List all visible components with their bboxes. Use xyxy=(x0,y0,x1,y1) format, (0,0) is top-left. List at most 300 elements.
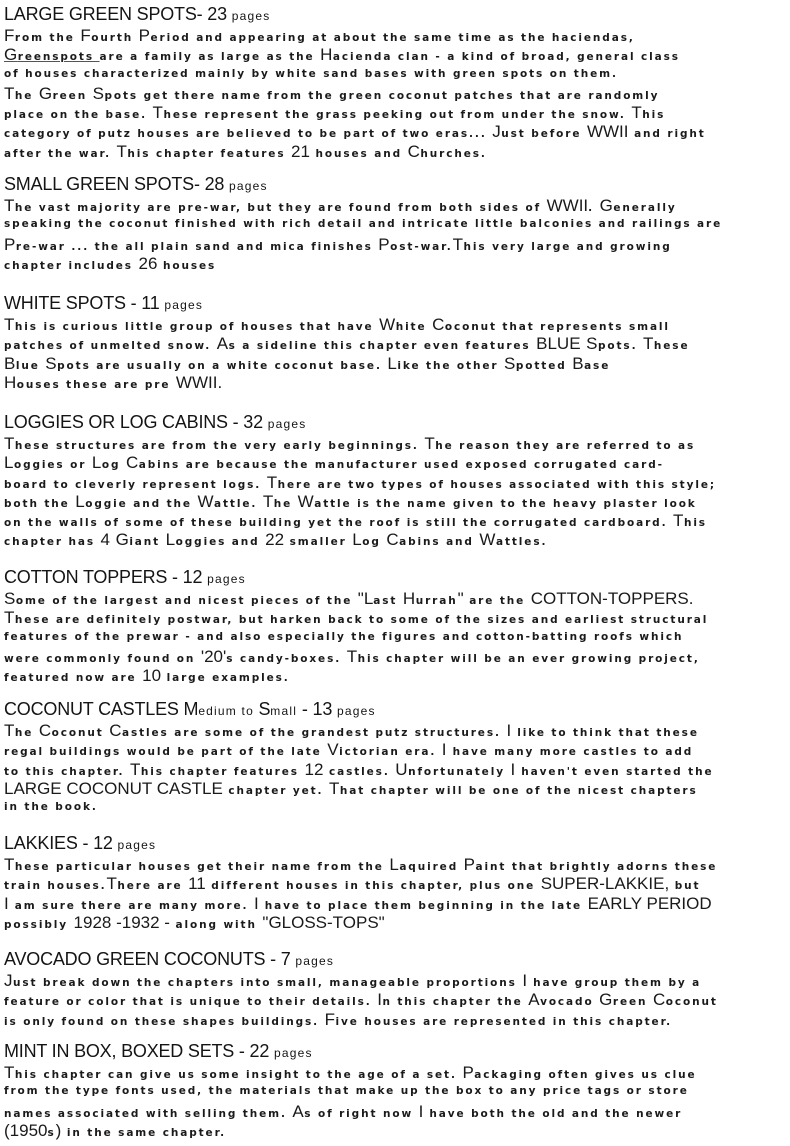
section-heading: AVOCADO GREEN COCONUTS - 7 pages xyxy=(4,949,335,969)
section-heading: LARGE GREEN SPOTS- 23 pages xyxy=(4,4,271,24)
section-title: LAKKIES xyxy=(4,833,78,853)
pages-label: pages xyxy=(231,9,271,23)
body-line xyxy=(4,1010,790,1029)
initial-cap: L xyxy=(75,491,86,511)
body-text: s xyxy=(47,1126,56,1139)
page-count: 22 xyxy=(249,1041,270,1061)
body-text: attles. xyxy=(495,536,548,549)
body-line xyxy=(4,647,790,666)
body-line xyxy=(4,628,790,647)
emphasis-text: COTTON-TOPPERS. xyxy=(530,589,694,608)
greenspots-link[interactable]: reenspots xyxy=(17,51,100,64)
initial-cap: I xyxy=(253,893,260,913)
body-text: hese xyxy=(653,340,690,353)
body-text: n this chapter the xyxy=(382,996,529,1009)
section-loggies-log-cabins xyxy=(4,412,790,550)
initial-cap: P xyxy=(378,234,391,254)
body-text: rom the xyxy=(14,32,81,44)
initial-cap: T xyxy=(4,196,15,215)
body-text: have both the old and the newer xyxy=(423,1107,683,1120)
body-text: pots. xyxy=(597,340,644,353)
initial-cap: B xyxy=(572,353,585,373)
initial-cap: W xyxy=(297,491,315,511)
body-text: featured now are xyxy=(4,672,143,685)
body-text: hite xyxy=(395,321,433,333)
body-text: hurches. xyxy=(420,147,487,160)
body-text: aint that brightly adorns these xyxy=(475,861,718,873)
initial-cap: B xyxy=(4,353,16,373)
body-text: of houses characterized mainly by white sand bases with green spots on them. xyxy=(4,67,618,80)
body-text: both the xyxy=(4,497,76,510)
body-text: chapter includes xyxy=(4,259,139,272)
page-count: 11 xyxy=(141,293,160,313)
page-count: 12 xyxy=(93,833,113,853)
section-title: COTTON TOPPERS xyxy=(4,567,168,587)
initial-cap: W xyxy=(379,315,396,334)
initial-cap: A xyxy=(528,990,541,1010)
body-text: he xyxy=(14,727,39,739)
initial-cap: C xyxy=(125,453,139,473)
body-text: eriod and appearing at about the same time as the haciendas, xyxy=(150,32,635,44)
initial-cap: T xyxy=(262,491,274,511)
body-text: vocado xyxy=(540,996,600,1009)
body-text: his very large and growing xyxy=(463,240,672,253)
initial-cap: C xyxy=(432,315,445,334)
body-text: reen xyxy=(612,996,653,1009)
body-line xyxy=(4,26,790,45)
body-line xyxy=(4,1121,790,1140)
initial-cap: T xyxy=(152,103,164,123)
pages-label: pages xyxy=(267,417,307,431)
emphasis-text: WWII. xyxy=(175,372,223,392)
body-text: oconut xyxy=(51,727,110,739)
body-text: ourth xyxy=(91,32,139,44)
initial-cap: T xyxy=(4,1063,15,1082)
body-text: ome of the largest and nicest pieces of the xyxy=(15,595,358,607)
body-line xyxy=(4,315,790,334)
body-line xyxy=(4,196,790,215)
emphasis-text: BLUE xyxy=(536,334,581,354)
body-text: he reason they are referred to as xyxy=(435,440,696,452)
body-line xyxy=(4,990,790,1009)
body-text: urrah xyxy=(415,595,458,607)
section-cotton-toppers xyxy=(4,567,790,685)
initial-cap: T xyxy=(4,315,15,334)
initial-cap: G xyxy=(599,196,614,215)
body-text: have group them by a xyxy=(527,977,702,989)
section-body xyxy=(4,434,790,550)
body-text: in the book. xyxy=(4,801,98,814)
body-text: ike the other xyxy=(397,359,504,372)
initial-cap: I xyxy=(4,893,10,913)
section-title: LARGE GREEN SPOTS xyxy=(4,4,197,24)
section-heading: LAKKIES - 12 pages xyxy=(4,833,157,853)
body-text: in the same chapter. xyxy=(61,1126,227,1139)
initial-cap: W xyxy=(479,530,496,550)
body-text: iant xyxy=(129,536,166,549)
body-text: houses and xyxy=(309,147,408,160)
body-text: reen xyxy=(52,89,93,102)
body-text: regal buildings would be part of the late xyxy=(4,746,328,759)
body-line xyxy=(4,608,790,627)
section-heading: COCONUT CASTLES Medium to Small - 13 pages xyxy=(4,699,376,719)
emphasis-text: 12 xyxy=(304,759,324,779)
initial-cap: T xyxy=(4,608,15,628)
initial-cap: T xyxy=(116,141,128,161)
body-text: s candy-boxes. xyxy=(226,652,347,665)
initial-cap: T xyxy=(631,103,643,123)
section-heading: WHITE SPOTS - 11 pages xyxy=(4,293,204,313)
body-line xyxy=(4,530,790,549)
body-text: he xyxy=(14,89,39,102)
body-line xyxy=(4,760,790,779)
body-text: ust before xyxy=(501,128,587,141)
body-line xyxy=(4,215,790,234)
initial-cap: C xyxy=(38,721,52,740)
body-line xyxy=(4,254,790,273)
initial-cap: S xyxy=(92,83,105,103)
initial-cap: H xyxy=(4,372,17,392)
body-text: have many more castles to add xyxy=(447,746,694,759)
initial-cap: C xyxy=(386,530,400,550)
body-text: feature or color that is unique to their details. xyxy=(4,996,378,1009)
body-text: acienda clan - a kind of broad, general class xyxy=(332,51,680,64)
initial-cap: I xyxy=(441,740,448,760)
body-text: to this chapter. xyxy=(4,765,130,778)
initial-cap: L xyxy=(352,530,363,550)
body-text: og xyxy=(101,459,126,472)
body-text: is only found on these shapes buildings. xyxy=(4,1015,325,1028)
body-text: his xyxy=(683,517,707,530)
body-line xyxy=(4,1082,790,1101)
body-line xyxy=(4,874,790,893)
pages-label: pages xyxy=(273,1046,313,1060)
body-text: were commonly found on xyxy=(4,652,201,665)
body-text: after the war. xyxy=(4,147,117,160)
body-text: like to think that these xyxy=(511,727,699,739)
body-text: ackaging often gives us clue xyxy=(474,1069,697,1081)
emphasis-text: 22 xyxy=(265,530,285,550)
initial-cap: J xyxy=(492,122,502,142)
body-text: oconut xyxy=(665,996,718,1009)
section-heading: LOGGIES OR LOG CABINS - 32 pages xyxy=(4,412,307,432)
body-line xyxy=(4,434,790,453)
body-text: hese represent the grass peeking out from under the snow. xyxy=(163,109,632,122)
pages-label: pages xyxy=(117,838,157,852)
body-text: oconut that represents small xyxy=(444,321,670,333)
section-body xyxy=(4,971,790,1029)
body-text: have to place them beginning in the late xyxy=(259,899,588,912)
body-text: pots are usually on a white coconut base. xyxy=(57,359,388,372)
emphasis-text: 26 xyxy=(138,253,158,273)
body-text: his xyxy=(642,109,666,122)
initial-cap: F xyxy=(324,1009,336,1029)
body-line xyxy=(4,142,790,161)
body-text: s of right now xyxy=(304,1107,419,1120)
emphasis-text: WWII xyxy=(546,196,589,215)
pages-label: pages xyxy=(336,704,376,718)
body-text: train houses. xyxy=(4,880,107,893)
body-text: from the type fonts used, the materials that make up the box to any price tags or store xyxy=(4,1085,689,1098)
body-text: place on the base. xyxy=(4,109,153,122)
initial-cap: T xyxy=(266,472,278,492)
section-title: AVOCADO GREEN COCONUTS xyxy=(4,949,266,969)
initial-cap: T xyxy=(673,511,684,531)
body-line xyxy=(4,84,790,103)
body-line xyxy=(4,740,790,759)
body-line xyxy=(4,855,790,874)
body-line xyxy=(4,779,790,798)
body-text: are the xyxy=(463,595,531,607)
initial-cap: H xyxy=(320,45,333,65)
emphasis-text: 21 xyxy=(291,141,310,161)
initial-cap: I xyxy=(418,1101,424,1121)
initial-cap: F xyxy=(80,26,92,45)
section-body xyxy=(4,196,790,273)
body-text: his is curious little group of houses that have xyxy=(14,321,380,333)
initial-cap: G xyxy=(38,83,53,103)
body-text: enerally xyxy=(613,202,677,214)
initial-cap: U xyxy=(395,759,409,779)
pages-label: pages xyxy=(164,298,204,312)
body-line xyxy=(4,1063,790,1082)
body-line xyxy=(4,492,790,511)
body-text: his chapter features xyxy=(140,765,305,778)
body-text: his chapter will be an ever growing project, xyxy=(357,652,700,665)
emphasis-text: " xyxy=(457,589,464,608)
emphasis-text: LARGE COCONUT CASTLE xyxy=(4,778,223,798)
initial-cap: T xyxy=(452,234,464,254)
initial-cap: L xyxy=(165,530,176,550)
body-line xyxy=(4,798,790,817)
section-body xyxy=(4,855,790,932)
body-text: hese structures are from the very early beginnings. xyxy=(14,440,425,452)
body-text: different houses in this chapter, plus one xyxy=(205,880,541,893)
initial-cap: C xyxy=(652,990,666,1010)
body-line xyxy=(4,971,790,990)
pages-label: pages xyxy=(295,954,335,968)
initial-cap: T xyxy=(329,778,340,798)
initial-cap: F xyxy=(4,26,15,45)
emphasis-text: 1928 -1932 - xyxy=(73,912,170,932)
body-line xyxy=(4,1102,790,1121)
page-count: 7 xyxy=(280,949,291,969)
initial-cap: C xyxy=(407,141,421,161)
initial-cap: T xyxy=(346,646,358,666)
section-title: MINT IN BOX, BOXED SETS xyxy=(4,1041,235,1061)
initial-cap: A xyxy=(292,1101,305,1121)
body-text: patches of unmelted snow. xyxy=(4,340,217,353)
body-text: he vast majority are pre-war, but they are found from both sides of xyxy=(14,202,547,214)
initial-cap: P xyxy=(462,1063,475,1082)
page-count: 32 xyxy=(243,412,263,432)
body-text: his chapter can give us some insight to the age of a set. xyxy=(14,1069,463,1081)
initial-cap: T xyxy=(4,83,15,103)
body-text: attle. xyxy=(214,497,263,510)
emphasis-text: 4 xyxy=(100,530,111,550)
body-line xyxy=(4,473,790,492)
initial-cap: C xyxy=(109,721,122,740)
section-small-green-spots xyxy=(4,174,790,273)
body-text: . xyxy=(588,202,600,214)
initial-cap: L xyxy=(4,453,14,473)
body-line xyxy=(4,666,790,685)
body-text: astles are some of the grandest putz structures. xyxy=(121,727,507,739)
body-text: hese are definitely postwar, but harken back to some of the sizes and earliest structural xyxy=(14,614,709,627)
emphasis-text: "L xyxy=(357,589,374,608)
body-text: he xyxy=(273,497,298,510)
body-text: and right xyxy=(628,128,706,141)
section-large-green-spots xyxy=(4,4,790,161)
initial-cap: I xyxy=(506,721,512,740)
initial-cap: I xyxy=(377,990,383,1010)
greenspots-link[interactable]: G xyxy=(4,45,18,65)
body-line xyxy=(4,122,790,141)
initial-cap: P xyxy=(463,855,476,874)
body-text: chapter yet. xyxy=(222,784,330,797)
emphasis-text: (1950 xyxy=(4,1120,48,1140)
initial-cap: J xyxy=(4,971,13,990)
body-text: ust break down the chapters into small, manageable proportions xyxy=(13,977,523,989)
body-text: his chapter features xyxy=(127,147,292,160)
page-count: 12 xyxy=(182,567,203,587)
section-title: LOGGIES OR LOG CABINS xyxy=(4,412,228,432)
initial-cap: T xyxy=(106,874,118,894)
section-heading: MINT IN BOX, BOXED SETS - 22 pages xyxy=(4,1041,313,1061)
emphasis-text: 10 xyxy=(142,666,162,686)
page-count: 13 xyxy=(312,699,333,719)
section-mint-in-box xyxy=(4,1041,790,1140)
body-text: along with xyxy=(169,918,263,931)
initial-cap: G xyxy=(115,530,130,550)
body-line xyxy=(4,453,790,472)
body-line xyxy=(4,334,790,353)
body-text: speaking the coconut finished with rich detail and intricate little balconies and railings are xyxy=(4,218,723,231)
body-text: chapter has xyxy=(4,536,101,549)
body-text: large examples. xyxy=(161,672,290,685)
body-text: smaller xyxy=(284,536,353,549)
initial-cap: L xyxy=(91,453,102,473)
body-text: aquired xyxy=(399,861,464,873)
initial-cap: P xyxy=(138,26,151,45)
initial-cap: S xyxy=(504,353,516,373)
section-title: COCONUT CASTLES xyxy=(4,699,179,719)
body-text: oggies or xyxy=(13,459,92,472)
body-text: hat chapter will be one of the nicest chapters xyxy=(339,784,698,797)
body-text: abins and xyxy=(399,536,480,549)
emphasis-text: "GLOSS-TOPS" xyxy=(262,912,385,932)
emphasis-text: '20' xyxy=(200,646,227,666)
emphasis-text: 11 xyxy=(188,874,206,894)
initial-cap: S xyxy=(45,353,58,373)
body-line xyxy=(4,354,790,373)
body-text: lue xyxy=(15,359,46,372)
section-white-spots xyxy=(4,293,790,392)
body-text: here are xyxy=(117,880,189,893)
section-body xyxy=(4,1063,790,1140)
initial-cap: T xyxy=(4,855,15,874)
initial-cap: T xyxy=(4,434,15,453)
section-lakkies xyxy=(4,833,790,932)
body-text: s a sideline this chapter even features xyxy=(228,340,537,353)
body-text: castles. xyxy=(323,765,396,778)
body-line xyxy=(4,235,790,254)
initial-cap: T xyxy=(424,434,436,453)
emphasis-text: EARLY PERIOD xyxy=(587,893,712,913)
body-text: abins are because the manufacturer used exposed corrugated card- xyxy=(138,459,664,472)
body-line xyxy=(4,511,790,530)
initial-cap: S xyxy=(586,334,598,354)
body-text: but xyxy=(669,880,701,893)
initial-cap: V xyxy=(327,740,340,760)
body-text: possibly xyxy=(4,918,74,931)
section-title: SMALL GREEN SPOTS xyxy=(4,174,194,194)
body-text: nfortunately xyxy=(408,765,511,778)
body-text: re-war ... the all plain sand and mica finishes xyxy=(15,240,379,253)
body-text: here are two types of houses associated with this style; xyxy=(277,478,716,491)
emphasis-text: WWII xyxy=(586,122,629,142)
body-text: potted xyxy=(515,359,573,372)
body-text: og xyxy=(362,536,387,549)
body-text: board to cleverly represent logs. xyxy=(4,478,267,491)
initial-cap: H xyxy=(402,589,416,608)
body-line xyxy=(4,894,790,913)
section-body xyxy=(4,315,790,392)
pages-label: pages xyxy=(207,572,246,586)
body-text: oggie and the xyxy=(85,497,198,510)
initial-cap: L xyxy=(387,353,398,373)
body-text: houses xyxy=(157,259,217,272)
body-text: ost-war. xyxy=(390,240,453,253)
body-text: haven't even started the xyxy=(515,765,714,778)
section-body xyxy=(4,589,790,685)
body-text: are a family as large as the xyxy=(99,51,321,64)
initial-cap: T xyxy=(129,759,141,779)
body-text: am sure there are many more. xyxy=(9,899,254,912)
initial-cap: W xyxy=(197,491,215,511)
initial-cap: I xyxy=(510,759,516,779)
body-text: pots get there name from the green coconut patches that are randomly xyxy=(104,89,660,102)
body-text: hese particular houses get their name from the xyxy=(14,861,390,873)
initial-cap: A xyxy=(216,334,229,354)
body-line xyxy=(4,721,790,740)
section-body xyxy=(4,26,790,161)
section-body xyxy=(4,721,790,817)
initial-cap: P xyxy=(4,234,16,254)
body-line xyxy=(4,103,790,122)
initial-cap: I xyxy=(522,971,528,990)
body-text: on the walls of some of these building yet the roof is still the corrugated cardboard. xyxy=(4,517,674,530)
body-line xyxy=(4,913,790,932)
initial-cap: S xyxy=(4,589,16,608)
body-text: category of putz houses are believed to be part of two eras... xyxy=(4,128,493,141)
body-text: ictorian era. xyxy=(339,746,442,759)
section-heading: COTTON TOPPERS - 12 pages xyxy=(4,567,246,587)
initial-cap: G xyxy=(599,990,613,1010)
body-line xyxy=(4,65,790,84)
body-line xyxy=(4,45,790,64)
body-text: attle is the name given to the heavy plaster look xyxy=(314,497,697,510)
initial-cap: T xyxy=(4,721,15,740)
body-text: ouses these are pre xyxy=(16,378,176,391)
emphasis-text: ) xyxy=(55,1120,62,1140)
body-line xyxy=(4,373,790,392)
page-count: 28 xyxy=(204,174,225,194)
body-text: ive houses are represented in this chapter. xyxy=(335,1015,673,1028)
section-title: WHITE SPOTS xyxy=(4,293,126,313)
body-text: features of the prewar - and also especially the figures and cotton-batting roofs which xyxy=(4,630,684,643)
initial-cap: T xyxy=(643,334,654,354)
